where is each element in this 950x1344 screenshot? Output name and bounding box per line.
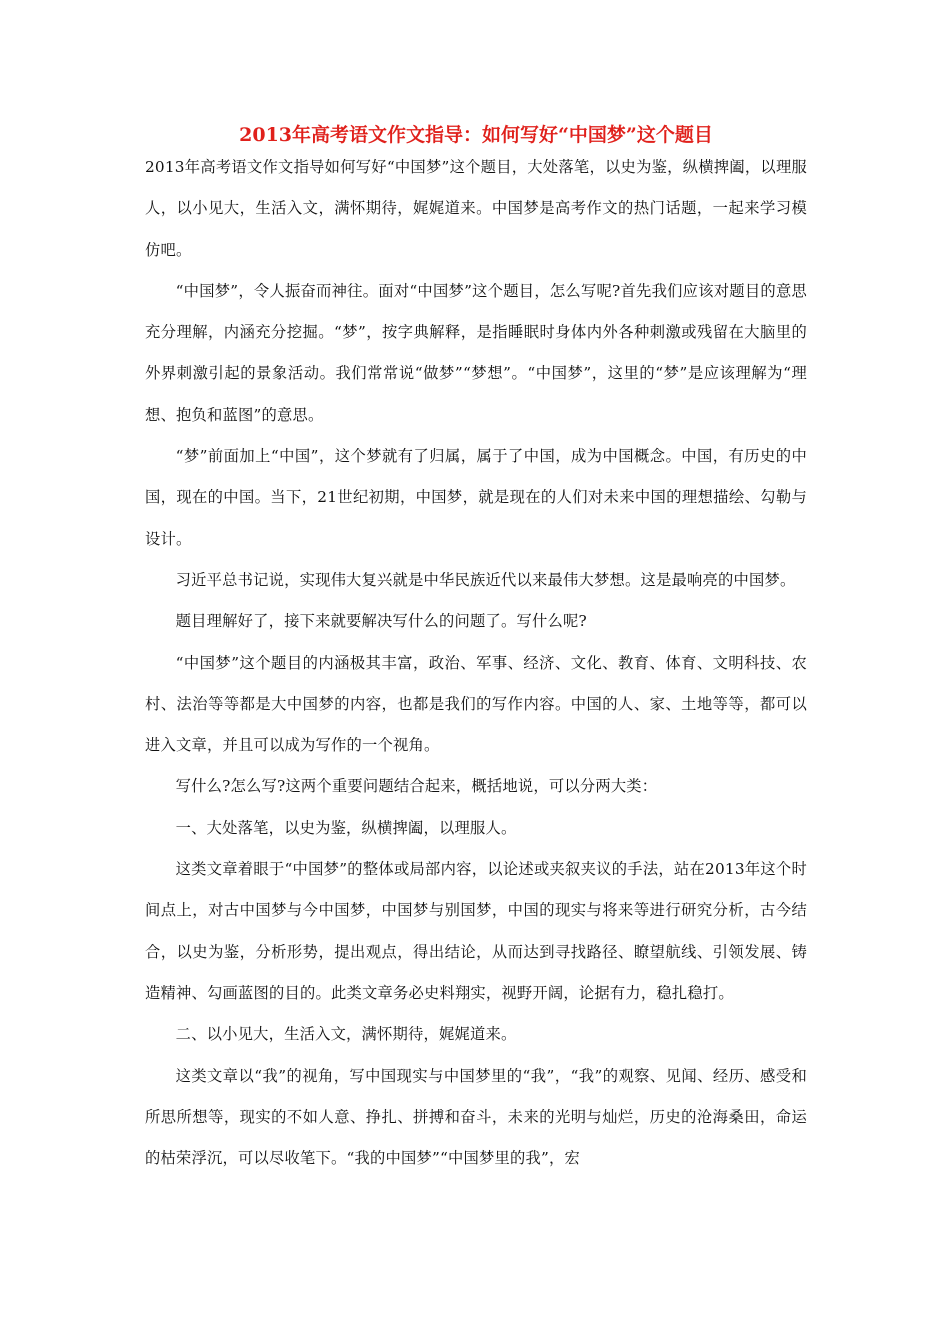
section-heading-one: 一、大处落笔，以史为鉴，纵横捭阖，以理服人。 (175, 818, 517, 837)
paragraph: “梦”前面加上“中国”，这个梦就有了归属，属于了中国，成为中国概念。中国，有历史的中国，现在的中国。当下，21世纪初期，中国梦，就是现在的人们对未来中国的理想描绘、勾勒与设计。 (145, 447, 807, 548)
section-heading-two: 二、以小见大，生活入文，满怀期待，娓娓道来。 (175, 1025, 517, 1044)
document-title: 2013年高考语文作文指导：如何写好“中国梦”这个题目 (239, 124, 713, 146)
paragraph-intro: 2013年高考语文作文指导如何写好“中国梦”这个题目，大处落笔，以史为鉴，纵横捭阖，以理服人，以小见大，生活入文，满怀期待，娓娓道来。中国梦是高考作文的热门话题，一起来学习模仿吧。 (145, 158, 807, 259)
paragraph: “中国梦”，令人振奋而神往。面对“中国梦”这个题目，怎么写呢?首先我们应该对题目的意思充分理解，内涵充分挖掘。“梦”，按字典解释，是指睡眠时身体内外各种刺激或残留在大脑里的外界刺激引起的景象活动。我们常常说“做梦”“梦想”。“中国梦”，这里的“梦”是应该理解为“理想、抱负和蓝图”的意思。 (145, 281, 807, 424)
paragraph: 这类文章着眼于“中国梦”的整体或局部内容，以论述或夹叙夹议的手法，站在2013年这个时间点上，对古中国梦与今中国梦，中国梦与别国梦，中国的现实与将来等进行研究分析，古今结合，以史为鉴，分析形势，提出观点，得出结论，从而达到寻找路径、瞭望航线、引领发展、铸造精神、勾画蓝图的目的。此类文章务必史料翔实，视野开阔，论据有力，稳扎稳打。 (145, 860, 807, 1002)
paragraph: 写什么?怎么写?这两个重要问题结合起来，概括地说，可以分两大类： (175, 777, 658, 796)
paragraph: “中国梦”这个题目的内涵极其丰富，政治、军事、经济、文化、教育、体育、文明科技、农村、法治等等都是大中国梦的内容，也都是我们的写作内容。中国的人、家、土地等等，都可以进入文章，并且可以成为写作的一个视角。 (145, 653, 807, 755)
paragraph: 习近平总书记说，实现伟大复兴就是中华民族近代以来最伟大梦想。这是最响亮的中国梦。 (175, 570, 796, 589)
paragraph: 题目理解好了，接下来就要解决写什么的问题了。写什么呢? (175, 612, 587, 631)
paragraph: 这类文章以“我”的视角，写中国现实与中国梦里的“我”，“我”的观察、见闻、经历、感受和所思所想等，现实的不如人意、挣扎、拼搏和奋斗，未来的光明与灿烂，历史的沧海桑田，命运的枯荣浮沉，可以尽收笔下。“我的中国梦”“中国梦里的我”，宏 (145, 1066, 807, 1168)
document-body (145, 147, 807, 1179)
